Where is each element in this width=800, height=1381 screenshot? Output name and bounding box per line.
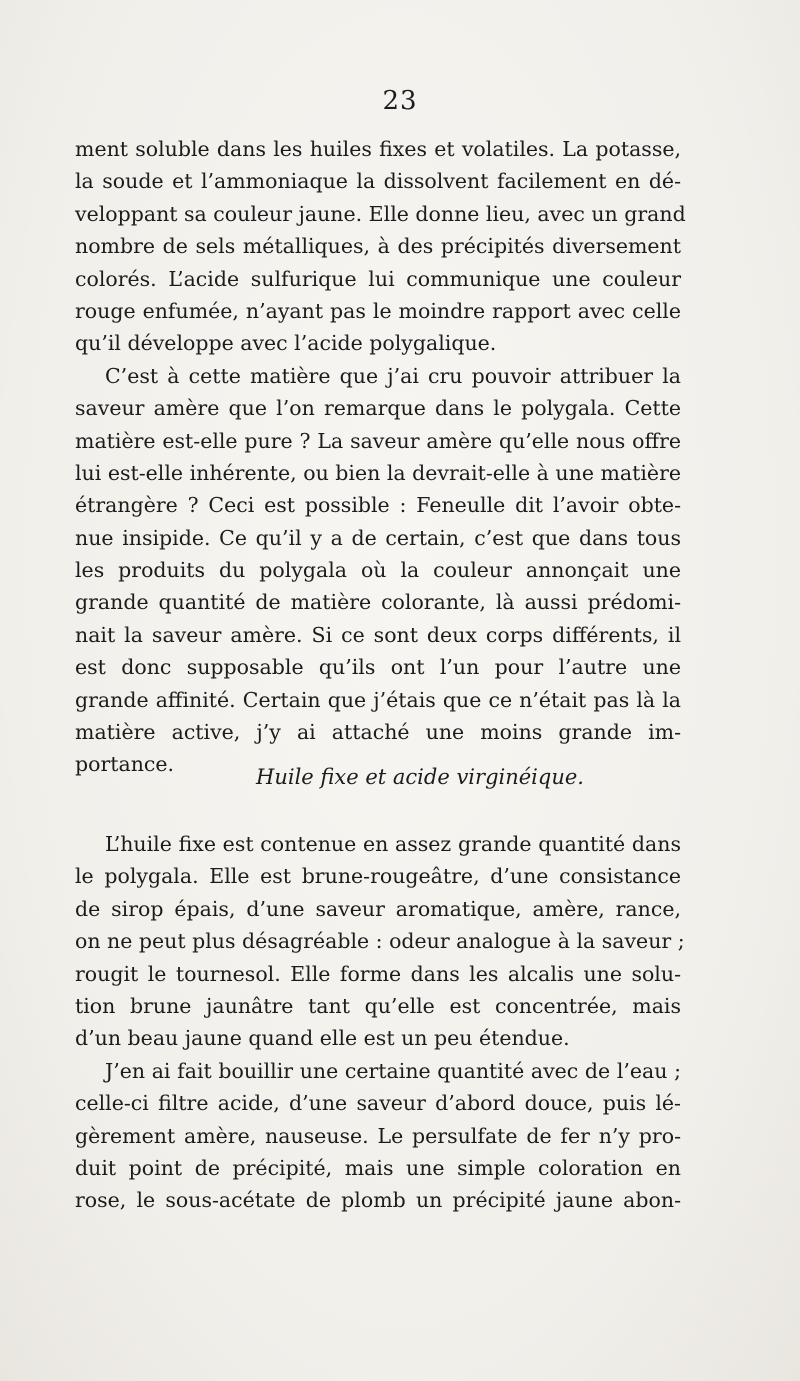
text-line: qu’il développe avec l’acide polygalique. [75, 331, 497, 356]
page-number: 23 [382, 86, 418, 116]
text-line: la soude et l’ammoniaque la dissolvent facilement en dé- [75, 169, 681, 194]
text-line: L’huile fixe est contenue en assez grande quantité dans [105, 832, 681, 856]
text-line: colorés. L’acide sulfurique lui communique une couleur [75, 266, 681, 291]
text-line: J’en ai fait bouillir une certaine quantité avec de l’eau ; [105, 1058, 681, 1083]
section-heading: Huile fixe et acide virginéique. [256, 765, 584, 789]
text-line: rougit le tournesol. Elle forme dans les alcalis une solu- [75, 961, 681, 986]
text-line: rouge enfumée, n’ayant pas le moindre rapport avec celle [75, 298, 681, 323]
text-line: matière est-elle pure ? La saveur amère qu’elle nous offre [75, 428, 681, 453]
text-line: celle-ci filtre acide, d’une saveur d’abord douce, puis lé- [75, 1091, 681, 1116]
text-line: duit point de précipité, mais une simple coloration en [75, 1155, 681, 1180]
text-line: tion brune jaunâtre tant qu’elle est concentrée, mais [75, 993, 681, 1018]
text-line: le polygala. Elle est brune-rougeâtre, d’une consistance [75, 864, 681, 889]
text-line: rose, le sous-acétate de plomb un précipité jaune abon- [75, 1188, 681, 1213]
text-line: nombre de sels métalliques, à des précipités diversement [75, 234, 681, 259]
text-block-1 [75, 133, 686, 781]
text-line: saveur amère que l’on remarque dans le polygala. Cette [75, 396, 681, 421]
text-line: gèrement amère, nauseuse. Le persulfate de fer n’y pro- [75, 1123, 681, 1148]
text-line: d’un beau jaune quand elle est un peu étendue. [75, 1026, 570, 1051]
text-line: portance. [75, 752, 175, 777]
text-line: matière active, j’y ai attaché une moins grande im- [75, 720, 681, 745]
text-line: les produits du polygala où la couleur annonçait une [75, 558, 681, 583]
text-line: lui est-elle inhérente, ou bien la devrait-elle à une matière [75, 460, 681, 485]
text-block-2 [75, 828, 685, 1217]
text-line: de sirop épais, d’une saveur aromatique, amère, rance, [75, 896, 681, 921]
text-line: ment soluble dans les huiles fixes et volatiles. La potasse, [75, 137, 681, 161]
text-line: étrangère ? Ceci est possible : Feneulle dit l’avoir obte- [75, 493, 681, 518]
text-line: nue insipide. Ce qu’il y a de certain, c’est que dans tous [75, 525, 681, 550]
text-line: veloppant sa couleur jaune. Elle donne lieu, avec un grand [75, 201, 686, 226]
text-line: grande affinité. Certain que j’étais que ce n’était pas là la [75, 687, 681, 712]
text-line: est donc supposable qu’ils ont l’un pour l’autre une [75, 655, 681, 680]
text-line: C’est à cette matière que j’ai cru pouvoir attribuer la [105, 363, 681, 388]
text-line: grande quantité de matière colorante, là aussi prédomi- [75, 590, 681, 615]
text-line: nait la saveur amère. Si ce sont deux corps différents, il [75, 622, 681, 647]
text-line: on ne peut plus désagréable : odeur analogue à la saveur ; [75, 929, 685, 954]
